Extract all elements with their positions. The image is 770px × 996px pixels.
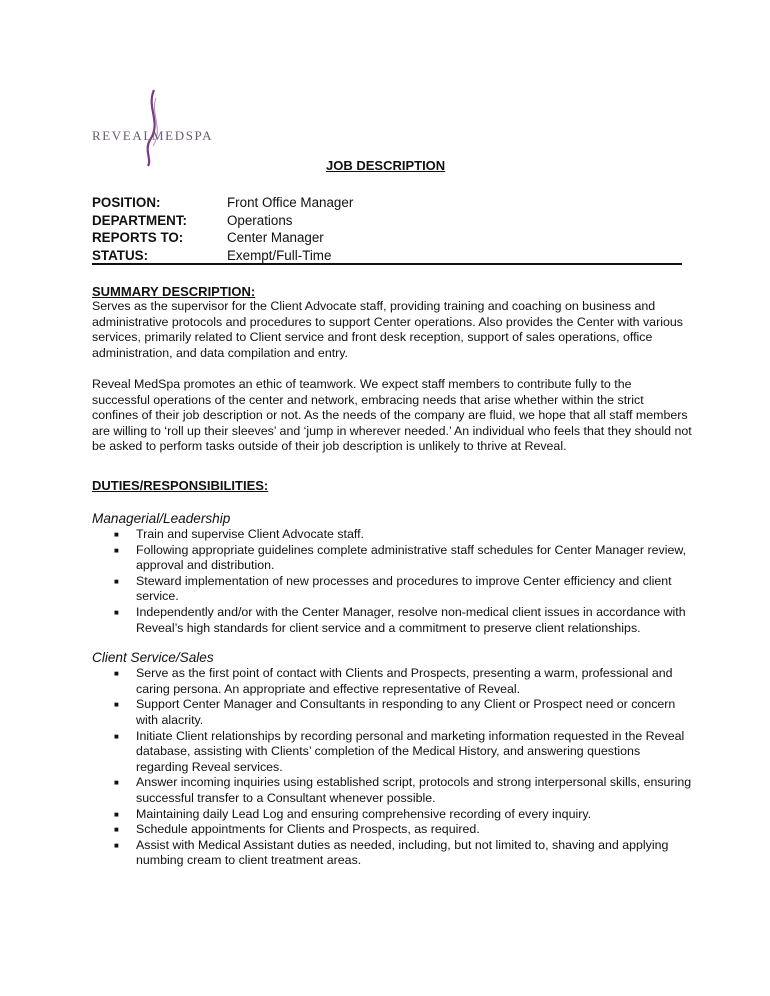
summary-paragraph-2: Reveal MedSpa promotes an ethic of teamwork. We expect staff members to contribute fully to the successful operations of the center and network, embracing needs that arise whether within the strict confines of their job description or not. As the needs of the company are fluid, we hope that all staff members are willing to ‘roll up their sleeves’ and ‘jump in wherever needed.’ An individual who feels that they should not be asked to perform tasks outside of their job description is unlikely to thrive at Reveal. [92,376,692,454]
client-service-list [92,666,692,869]
list-item: ■ Following appropriate guidelines complete administrative staff schedules for Center Manager review, approval and distribution. [114,542,687,573]
bullet-icon: ■ [114,530,119,539]
list-item: ■ Serve as the first point of contact with Clients and Prospects, presenting a warm, professional and caring persona. An appropriate and effective representative of Reveal. [114,666,673,696]
info-value: Operations [227,212,293,228]
bullet-icon: ■ [114,809,119,819]
list-item: ■ Maintaining daily Lead Log and ensuring comprehensive recording of every inquiry. [114,806,592,821]
bullet-icon: ■ [114,576,119,586]
list-item: ■ Independently and/or with the Center Manager, resolve non-medical client issues in accordance with Reveal’s high standards for client service and a commitment to preserve client relationships. [114,604,686,635]
bullet-icon: ■ [114,545,119,555]
list-item: ■ Support Center Manager and Consultants in responding to any Client or Prospect need or concern with alacrity. [114,697,676,727]
managerial-subheading: Managerial/Leadership [92,511,231,526]
info-value: Center Manager [227,230,324,245]
list-item: ■ Train and supervise Client Advocate staff. [114,527,364,541]
info-row-reports-to [92,229,353,247]
summary-paragraph-1: Serves as the supervisor for the Client Advocate staff, providing training and coaching on business and administrative protocols and procedures to support Center operations. Also provides the Center with various services, primarily related to Client service and front desk reception, support of sales operations, office administration, and data compilation and entry. [92,299,683,360]
position-info [92,194,353,264]
info-value: Front Office Manager [227,195,354,210]
bullet-icon: ■ [114,607,119,617]
bullet-icon: ■ [114,700,119,710]
info-label: STATUS: [92,247,149,263]
summary-section [92,284,692,455]
list-item: ■ Steward implementation of new processes and procedures to improve Center efficiency and client service. [114,573,672,604]
list-item: ■ Answer incoming inquiries using established script, protocols and strong interpersonal skills, ensuring successful transfer to a Consultant whenever possible. [114,775,692,805]
logo-left-word: REVEAL [92,128,153,143]
info-label: REPORTS TO: [92,230,184,245]
document-title: JOB DESCRIPTION [326,158,446,173]
list-item: ■ Initiate Client relationships by recording personal and marketing information requested in the Reveal database, assisting with Clients’ completion of the Medical History, and answering questions regarding Reveal services. [114,728,685,774]
info-label: DEPARTMENT: [92,212,187,228]
info-row-department [92,212,353,230]
info-row-status [92,247,353,265]
info-value: Exempt/Full-Time [227,247,332,263]
list-item: ■ Assist with Medical Assistant duties as needed, including, but not limited to, shaving and applying numbing cream to client treatment areas. [114,837,669,868]
client-service-subheading: Client Service/Sales [92,650,214,666]
bullet-icon: ■ [114,669,119,679]
logo-right-word: MEDSPA [152,128,214,143]
list-item: ■ Schedule appointments for Clients and Prospects, as required. [114,822,480,837]
duties-section [92,478,692,869]
bullet-icon: ■ [114,825,119,835]
info-label: POSITION: [92,195,161,210]
bullet-icon: ■ [114,778,119,788]
bullet-icon: ■ [114,731,119,741]
bullet-icon: ■ [114,840,119,850]
managerial-list [92,527,692,636]
header-divider [92,263,682,265]
company-logo [92,88,232,168]
info-row-position [92,194,353,212]
duties-heading: DUTIES/RESPONSIBILITIES: [92,478,269,493]
summary-heading: SUMMARY DESCRIPTION: [92,284,256,299]
